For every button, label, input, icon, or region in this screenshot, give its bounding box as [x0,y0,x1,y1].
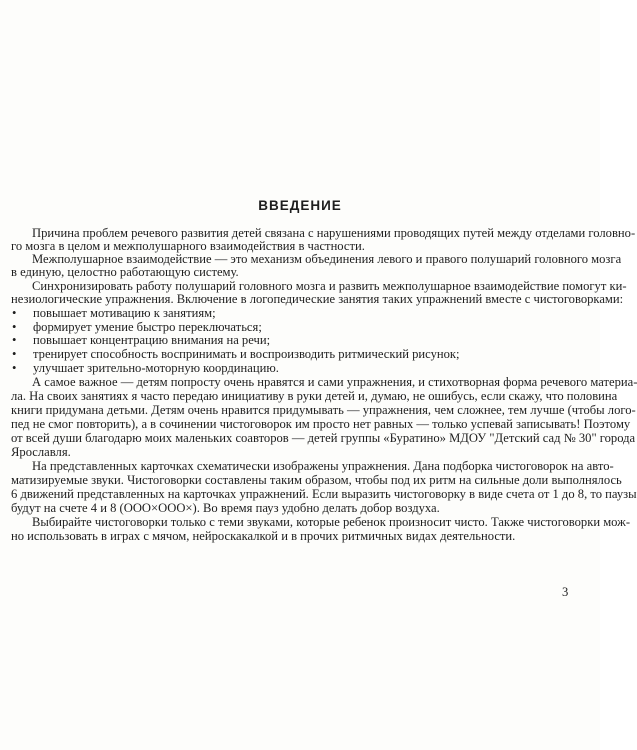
paragraph-2-line-1: Межполушарное взаимодействие — это механизм объединения левого и правого полушарий головного мозга [32,252,622,266]
paragraph-5-line-2: матизируемые звуки. Чистоговорки составлены таким образом, чтобы под их ритм на сильные доли выполнялось [11,473,622,487]
paragraph-4-line-5: от всей души благодарю моих маленьких соавторов — детей группы «Буратино» МДОУ "Детский сад № 30" города [11,431,636,445]
bullet-item: формирует умение быстро переключаться; [33,320,262,334]
bullet-item: повышает мотивацию к занятиям; [33,306,216,320]
paragraph-3-line-1: Синхронизировать работу полушарий головного мозга и развить межполушарное взаимодействие помогут ки- [32,279,627,293]
paragraph-4-line-3: книги придумана детьми. Детям очень нравится придумывать — упражнения, чем сложнее, тем лучше (чтобы лого- [11,403,636,417]
bullet-marker: • [12,361,17,375]
paragraph-6-line-1: Выбирайте чистоговорки только с теми звуками, которые ребенок произносит чисто. Также чистоговорки мож- [32,515,631,529]
paragraph-4-line-2: ла. На своих занятиях я часто передаю инициативу в руки детей и, думаю, не ошибусь, если скажу, что половина [11,389,618,403]
bullet-marker: • [12,320,17,334]
bullet-item: повышает концентрацию внимания на речи; [33,333,271,347]
paragraph-1-line-2: го мозга в целом и межполушарного взаимодействия в частности. [11,239,365,253]
bullet-item: тренирует способность воспринимать и воспроизводить ритмический рисунок; [33,347,460,361]
paragraph-2-line-2: в единую, целостно работающую систему. [11,265,239,279]
paragraph-1-line-1: Причина проблем речевого развития детей связана с нарушениями проводящих путей между отделами головно- [32,226,636,240]
paragraph-4-line-4: пед не смог повторить), а в сочинении чистоговорок им просто нет равных — только успевай записывать! Поэтому [11,417,631,431]
paragraph-6-line-2: но использовать в играх с мячом, нейроскакалкой и в прочих ритмичных видах деятельности. [11,529,516,543]
bullet-item: улучшает зрительно-моторную координацию. [33,361,279,375]
bullet-marker: • [12,347,17,361]
paragraph-5-line-4: будут на счете 4 и 8 (ООО×ООО×). Во время пауз удобно делать добор воздуха. [11,501,440,515]
page-title: ВВЕДЕНИЕ [258,198,342,213]
bullet-marker: • [12,333,17,347]
paragraph-4-line-6: Ярославля. [11,445,71,459]
paragraph-5-line-3: 6 движений представленных на карточках упражнений. Если выразить чистоговорку в виде счета от 1 до 8, то паузы [11,487,637,501]
page-number: 3 [562,585,569,599]
paragraph-4-line-1: А самое важное — детям попросту очень нравятся и сами упражнения, и стихотворная форма речевого материа- [32,375,637,389]
bullet-marker: • [12,306,17,320]
paragraph-3-line-2: незиологические упражнения. Включение в логопедические занятия таких упражнений вместе с чистоговорками: [11,292,624,306]
paragraph-5-line-1: На представленных карточках схематически изображены упражнения. Дана подборка чистоговорок на авто- [32,459,614,473]
